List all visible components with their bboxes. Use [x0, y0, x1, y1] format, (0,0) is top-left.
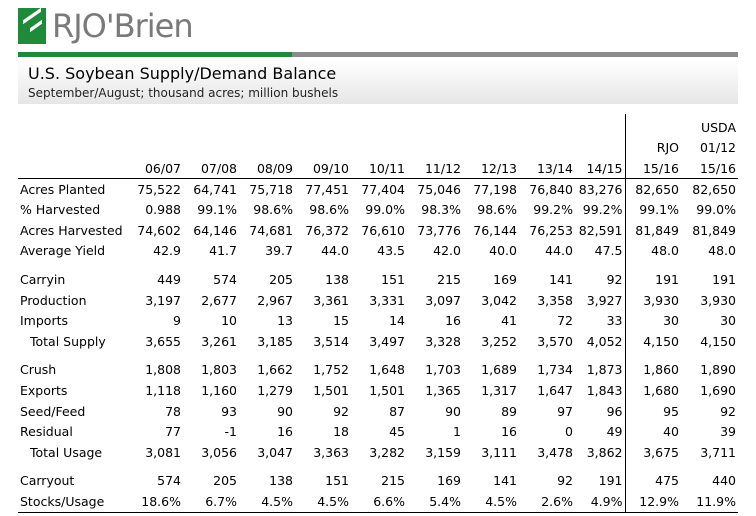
- column-header: 09/10: [295, 155, 351, 178]
- column-header: [295, 135, 351, 156]
- cell-value: 48.0: [708, 243, 736, 259]
- cell-value: 15: [333, 313, 349, 329]
- row-label: Average Yield: [20, 243, 106, 259]
- group-spacer: [18, 261, 738, 269]
- cell-value: 97: [557, 403, 573, 419]
- row-label: Crush: [20, 362, 57, 378]
- cell-value: 41.7: [209, 243, 237, 259]
- cell-value: 43.5: [377, 243, 405, 259]
- column-header: [351, 114, 407, 135]
- row-label: Seed/Feed: [20, 403, 86, 419]
- cell-value: 1,647: [537, 382, 573, 398]
- cell-value: 440: [712, 473, 736, 489]
- cell-value: 3,478: [537, 444, 573, 460]
- column-header: 14/15: [575, 155, 625, 178]
- column-header: 07/08: [183, 155, 239, 178]
- cell-value: 169: [493, 271, 517, 287]
- cell-value: 3,097: [425, 292, 461, 308]
- cell-value: 3,497: [369, 333, 405, 349]
- column-header: [463, 114, 519, 135]
- header-blank: [18, 135, 131, 156]
- column-header: 06/07: [131, 155, 183, 178]
- table-row: [18, 471, 738, 492]
- cell-value: 0.988: [145, 202, 181, 218]
- cell-value: 1,160: [201, 382, 237, 398]
- cell-value: 1,365: [425, 382, 461, 398]
- cell-value: 4,052: [586, 333, 623, 349]
- row-label: Production: [20, 292, 87, 308]
- cell-value: 11.9%: [681, 491, 738, 512]
- cell-value: 1,890: [700, 362, 736, 378]
- cell-value: 4,150: [625, 331, 681, 352]
- cell-value: 14: [389, 313, 405, 329]
- cell-value: -1: [224, 424, 237, 440]
- table-row: [18, 290, 738, 311]
- cell-value: 48.0: [625, 241, 681, 262]
- cell-value: 98.6%: [309, 202, 349, 218]
- cell-value: 90: [277, 403, 293, 419]
- cell-value: 99.1%: [197, 202, 237, 218]
- group-spacer: [18, 352, 738, 360]
- cell-value: 1,734: [537, 362, 573, 378]
- cell-value: 18.6%: [131, 491, 183, 512]
- cell-value: 205: [269, 271, 293, 287]
- cell-value: 44.0: [321, 243, 349, 259]
- cell-value: 76,144: [473, 222, 517, 238]
- cell-value: 75,522: [137, 181, 181, 197]
- column-header: 01/12: [699, 140, 736, 156]
- cell-value: 75,718: [249, 181, 293, 197]
- cell-value: 42.9: [153, 243, 181, 259]
- cell-value: 77,451: [305, 181, 349, 197]
- cell-value: 3,514: [313, 333, 349, 349]
- table-row: [18, 310, 738, 331]
- table-row: [18, 178, 738, 199]
- row-label: Acres Harvested: [20, 222, 123, 238]
- cell-value: 4.9%: [575, 491, 625, 512]
- column-header: [519, 135, 575, 156]
- cell-value: 6.6%: [351, 491, 407, 512]
- cell-value: 3,361: [313, 292, 349, 308]
- cell-value: 75,046: [417, 181, 461, 197]
- row-label: Total Usage: [30, 444, 103, 460]
- cell-value: 1,873: [586, 362, 623, 378]
- cell-value: 3,570: [537, 333, 573, 349]
- row-label: Carryout: [20, 473, 75, 489]
- cell-value: 3,252: [481, 333, 517, 349]
- cell-value: 3,328: [425, 333, 461, 349]
- cell-value: 3,197: [145, 292, 181, 308]
- cell-value: 3,185: [257, 333, 293, 349]
- cell-value: 64,741: [193, 181, 237, 197]
- column-header: [575, 114, 625, 135]
- cell-value: 449: [157, 271, 181, 287]
- cell-value: 1,752: [313, 362, 349, 378]
- cell-value: 3,358: [537, 292, 573, 308]
- cell-value: 1,689: [481, 362, 517, 378]
- column-header: [575, 135, 625, 156]
- title-band: [18, 60, 738, 104]
- column-header: [351, 135, 407, 156]
- cell-value: 40: [625, 421, 681, 442]
- cell-value: 2.6%: [519, 491, 575, 512]
- cell-value: 1,680: [625, 380, 681, 401]
- cell-value: 3,081: [145, 444, 181, 460]
- column-header: [183, 135, 239, 156]
- cell-value: 39: [720, 424, 736, 440]
- cell-value: 83,276: [578, 181, 623, 197]
- cell-value: 3,363: [313, 444, 349, 460]
- cell-value: 3,159: [425, 444, 461, 460]
- cell-value: 98.3%: [421, 202, 461, 218]
- cell-value: 40.0: [489, 243, 517, 259]
- header-rule-green: [18, 52, 292, 57]
- cell-value: 87: [389, 403, 405, 419]
- cell-value: 1,803: [201, 362, 237, 378]
- brand-logo: [18, 6, 193, 46]
- cell-value: 1,860: [625, 360, 681, 381]
- header-rule-gray: [292, 52, 738, 57]
- cell-value: 99.2%: [533, 202, 573, 218]
- column-header: 08/09: [239, 155, 295, 178]
- cell-value: 82,650: [625, 178, 681, 199]
- cell-value: 99.0%: [365, 202, 405, 218]
- row-label: % Harvested: [20, 202, 101, 218]
- cell-value: 64,146: [193, 222, 237, 238]
- row-label: Stocks/Usage: [18, 491, 131, 512]
- table-row: [18, 220, 738, 241]
- cell-value: 2,967: [257, 292, 293, 308]
- cell-value: 76,610: [361, 222, 405, 238]
- cell-value: 74,602: [137, 222, 181, 238]
- cell-value: 1,279: [257, 382, 293, 398]
- table-row: [18, 421, 738, 442]
- cell-value: 1,703: [425, 362, 461, 378]
- column-header: 15/16: [681, 155, 738, 178]
- cell-value: 169: [437, 473, 461, 489]
- cell-value: 191: [598, 473, 623, 489]
- table-row: [18, 199, 738, 220]
- cell-value: 78: [165, 403, 181, 419]
- cell-value: 215: [381, 473, 405, 489]
- cell-value: 82,650: [692, 181, 736, 197]
- column-header: [295, 114, 351, 135]
- column-header: [519, 114, 575, 135]
- column-header: [239, 114, 295, 135]
- row-label: Carryin: [20, 271, 66, 287]
- cell-value: 39.7: [265, 243, 293, 259]
- column-header: [183, 114, 239, 135]
- table-row: [18, 269, 738, 290]
- cell-value: 82,591: [578, 222, 623, 238]
- table-row: [18, 442, 738, 463]
- header-row: [18, 155, 738, 178]
- column-header: [131, 114, 183, 135]
- group-spacer: [18, 463, 738, 471]
- cell-value: 1: [453, 424, 461, 440]
- cell-value: 72: [557, 313, 573, 329]
- cell-value: 3,047: [257, 444, 293, 460]
- column-header: [463, 135, 519, 156]
- column-header: 15/16: [625, 155, 681, 178]
- cell-value: 151: [325, 473, 349, 489]
- header-blank: [18, 114, 131, 135]
- cell-value: 2,677: [201, 292, 237, 308]
- cell-value: 30: [720, 313, 736, 329]
- cell-value: 574: [157, 473, 181, 489]
- cell-value: 44.0: [545, 243, 573, 259]
- cell-value: 98.6%: [253, 202, 293, 218]
- cell-value: 81,849: [692, 222, 736, 238]
- cell-value: 77: [165, 424, 181, 440]
- cell-value: 3,042: [481, 292, 517, 308]
- cell-value: 3,261: [201, 333, 237, 349]
- row-label: Acres Planted: [20, 181, 106, 197]
- cell-value: 49: [606, 424, 623, 440]
- cell-value: 3,930: [625, 290, 681, 311]
- cell-value: 77,198: [473, 181, 517, 197]
- column-header: [239, 135, 295, 156]
- page-subtitle: September/August; thousand acres; million bushels: [28, 86, 339, 100]
- cell-value: 16: [277, 424, 293, 440]
- column-header: 12/13: [463, 155, 519, 178]
- table-row: [18, 380, 738, 401]
- cell-value: 76,840: [529, 181, 573, 197]
- cell-value: 41: [501, 313, 517, 329]
- header-row: [18, 114, 738, 135]
- page-title: U.S. Soybean Supply/Demand Balance: [28, 64, 337, 83]
- cell-value: 92: [333, 403, 349, 419]
- cell-value: 1,317: [481, 382, 517, 398]
- cell-value: 138: [325, 271, 349, 287]
- cell-value: 3,331: [369, 292, 405, 308]
- balance-table: [18, 114, 738, 513]
- column-header: 13/14: [519, 155, 575, 178]
- table-row: [18, 360, 738, 381]
- cell-value: 16: [501, 424, 517, 440]
- cell-value: 99.0%: [696, 202, 736, 218]
- cell-value: 93: [221, 403, 237, 419]
- cell-value: 77,404: [361, 181, 405, 197]
- cell-value: 4,150: [700, 333, 736, 349]
- brand-name: RJO'Brien: [52, 7, 193, 45]
- cell-value: 90: [445, 403, 461, 419]
- cell-value: 18: [333, 424, 349, 440]
- cell-value: 4.5%: [463, 491, 519, 512]
- cell-value: 574: [213, 271, 237, 287]
- cell-value: 76,372: [305, 222, 349, 238]
- column-header: [407, 135, 463, 156]
- cell-value: 10: [221, 313, 237, 329]
- cell-value: 215: [437, 271, 461, 287]
- column-header: USDA: [700, 119, 736, 135]
- cell-value: 3,927: [586, 292, 623, 308]
- cell-value: 12.9%: [625, 491, 681, 512]
- cell-value: 16: [445, 313, 461, 329]
- cell-value: 1,501: [313, 382, 349, 398]
- cell-value: 74,681: [249, 222, 293, 238]
- cell-value: 3,655: [145, 333, 181, 349]
- table-row: [18, 331, 738, 352]
- cell-value: 3,711: [700, 444, 736, 460]
- cell-value: 4.5%: [239, 491, 295, 512]
- cell-value: 1,690: [700, 382, 736, 398]
- column-header: 10/11: [351, 155, 407, 178]
- cell-value: 1,648: [369, 362, 405, 378]
- cell-value: 3,056: [201, 444, 237, 460]
- cell-value: 5.4%: [407, 491, 463, 512]
- column-header: [407, 114, 463, 135]
- row-label: Exports: [20, 382, 68, 398]
- cell-value: 33: [606, 313, 623, 329]
- cell-value: 1,808: [145, 362, 181, 378]
- cell-value: 9: [173, 313, 181, 329]
- cell-value: 141: [493, 473, 517, 489]
- cell-value: 191: [712, 271, 736, 287]
- cell-value: 1,662: [257, 362, 293, 378]
- table-row: [18, 491, 738, 512]
- cell-value: 99.1%: [625, 199, 681, 220]
- cell-value: 73,776: [417, 222, 461, 238]
- table-row: [18, 241, 738, 262]
- cell-value: 1,843: [586, 382, 623, 398]
- cell-value: 92: [720, 403, 736, 419]
- cell-value: 3,675: [625, 442, 681, 463]
- cell-value: 47.5: [594, 243, 623, 259]
- table-row: [18, 401, 738, 422]
- cell-value: 98.6%: [477, 202, 517, 218]
- column-header: [625, 114, 681, 135]
- cell-value: 151: [381, 271, 405, 287]
- cell-value: 89: [501, 403, 517, 419]
- row-label: Total Supply: [30, 333, 106, 349]
- cell-value: 141: [549, 271, 573, 287]
- row-label: Residual: [20, 424, 73, 440]
- cell-value: 30: [625, 310, 681, 331]
- cell-value: 96: [606, 403, 623, 419]
- cell-value: 138: [269, 473, 293, 489]
- header-row: [18, 135, 738, 156]
- cell-value: 45: [389, 424, 405, 440]
- cell-value: 3,862: [586, 444, 623, 460]
- logo-icon: [18, 8, 46, 44]
- cell-value: 3,282: [369, 444, 405, 460]
- cell-value: 191: [625, 269, 681, 290]
- cell-value: 475: [625, 471, 681, 492]
- cell-value: 1,118: [145, 382, 181, 398]
- cell-value: 92: [557, 473, 573, 489]
- cell-value: 4.5%: [295, 491, 351, 512]
- cell-value: 99.2%: [582, 202, 623, 218]
- cell-value: 3,111: [481, 444, 517, 460]
- cell-value: 3,930: [700, 292, 736, 308]
- column-header: RJO: [625, 135, 681, 156]
- cell-value: 205: [213, 473, 237, 489]
- row-label: Imports: [20, 313, 68, 329]
- cell-value: 95: [625, 401, 681, 422]
- column-header: [131, 135, 183, 156]
- cell-value: 6.7%: [183, 491, 239, 512]
- cell-value: 1,501: [369, 382, 405, 398]
- cell-value: 81,849: [625, 220, 681, 241]
- cell-value: 92: [606, 271, 623, 287]
- cell-value: 0: [565, 424, 573, 440]
- cell-value: 42.0: [433, 243, 461, 259]
- header-blank: [18, 155, 131, 178]
- cell-value: 13: [277, 313, 293, 329]
- column-header: 11/12: [407, 155, 463, 178]
- cell-value: 76,253: [529, 222, 573, 238]
